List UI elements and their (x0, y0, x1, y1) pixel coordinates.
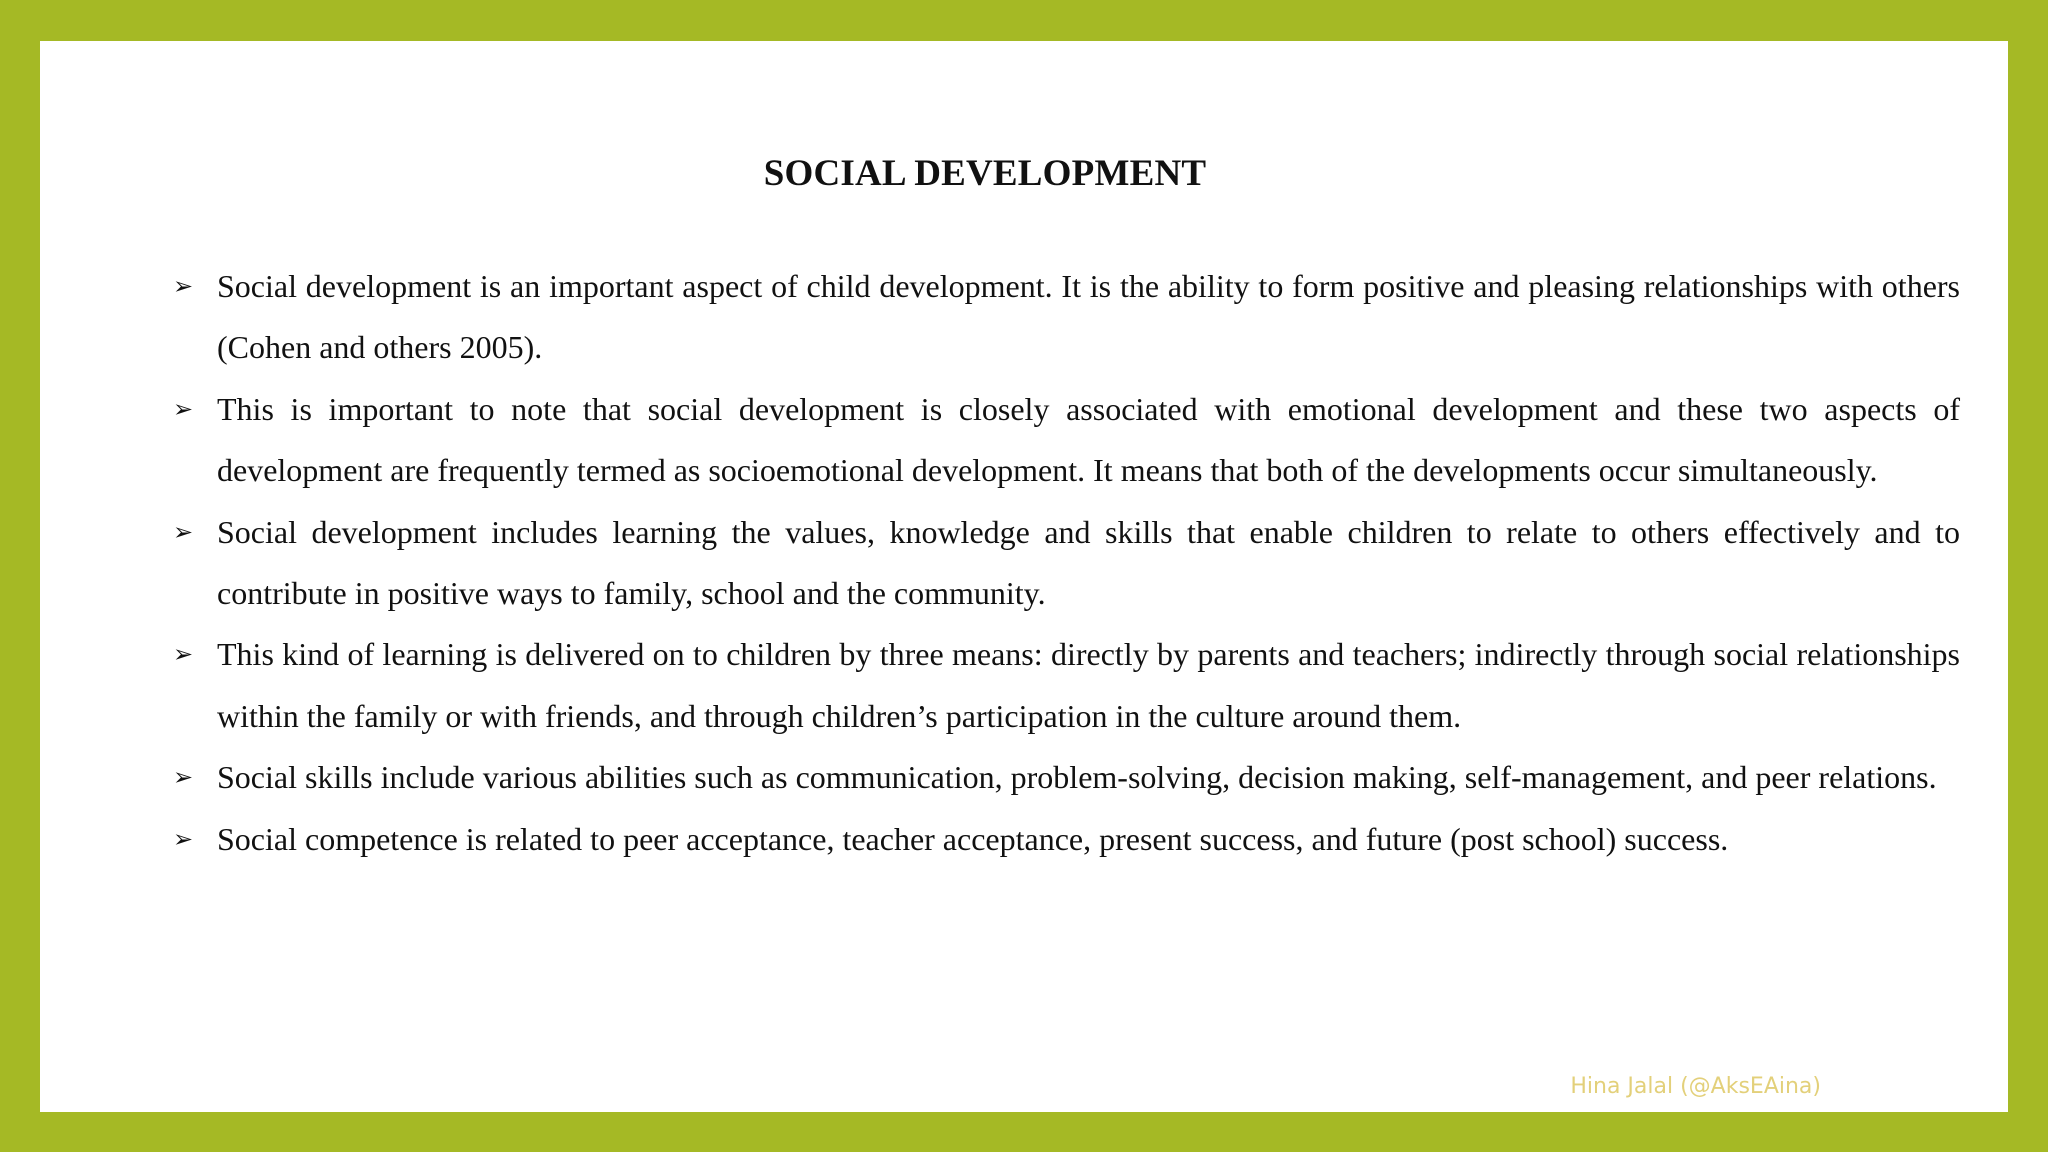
bullet-item (168, 809, 1960, 870)
bullet-item (168, 502, 1960, 625)
author-credit: Hina Jalal (@AksEAina) (1570, 1074, 1821, 1099)
bullet-text: Social development includes learning the values, knowledge and skills that enable children to relate to others effectively and to contribute in positive ways to family, school and the community. (217, 513, 1960, 612)
bullet-item (168, 256, 1960, 379)
bullet-text: Social competence is related to peer acceptance, teacher acceptance, present success, and future (post school) success. (217, 820, 1729, 857)
slide-title: SOCIAL DEVELOPMENT (763, 153, 1207, 194)
bullet-text: Social skills include various abilities such as communication, problem-solving, decision making, self-management, and peer relations. (217, 759, 1937, 796)
arrowhead-bullet-icon: ➢ (172, 640, 194, 669)
bullet-item (168, 624, 1960, 747)
bullet-text: This kind of learning is delivered on to children by three means: directly by parents and teachers; indirectly through social relationships within the family or with friends, and through children’s participation in the culture around them. (217, 636, 1960, 734)
arrowhead-bullet-icon: ➢ (172, 517, 194, 546)
arrowhead-bullet-icon: ➢ (172, 394, 194, 423)
slide (40, 41, 2008, 1112)
arrowhead-bullet-icon: ➢ (172, 763, 194, 792)
bullet-item (168, 379, 1960, 502)
arrowhead-bullet-icon: ➢ (172, 272, 194, 300)
bullet-item (168, 747, 1960, 808)
bullet-text: This is important to note that social development is closely associated with emotional development and these two aspects of development are frequently termed as socioemotional development. It means that both of the developments occur simultaneously. (217, 390, 1960, 489)
arrowhead-bullet-icon: ➢ (172, 824, 194, 853)
bullet-text: Social development is an important aspect of child development. It is the ability to form positive and pleasing relationships with others (Cohen and others 2005). (217, 268, 1960, 366)
bullet-list (168, 256, 1960, 870)
